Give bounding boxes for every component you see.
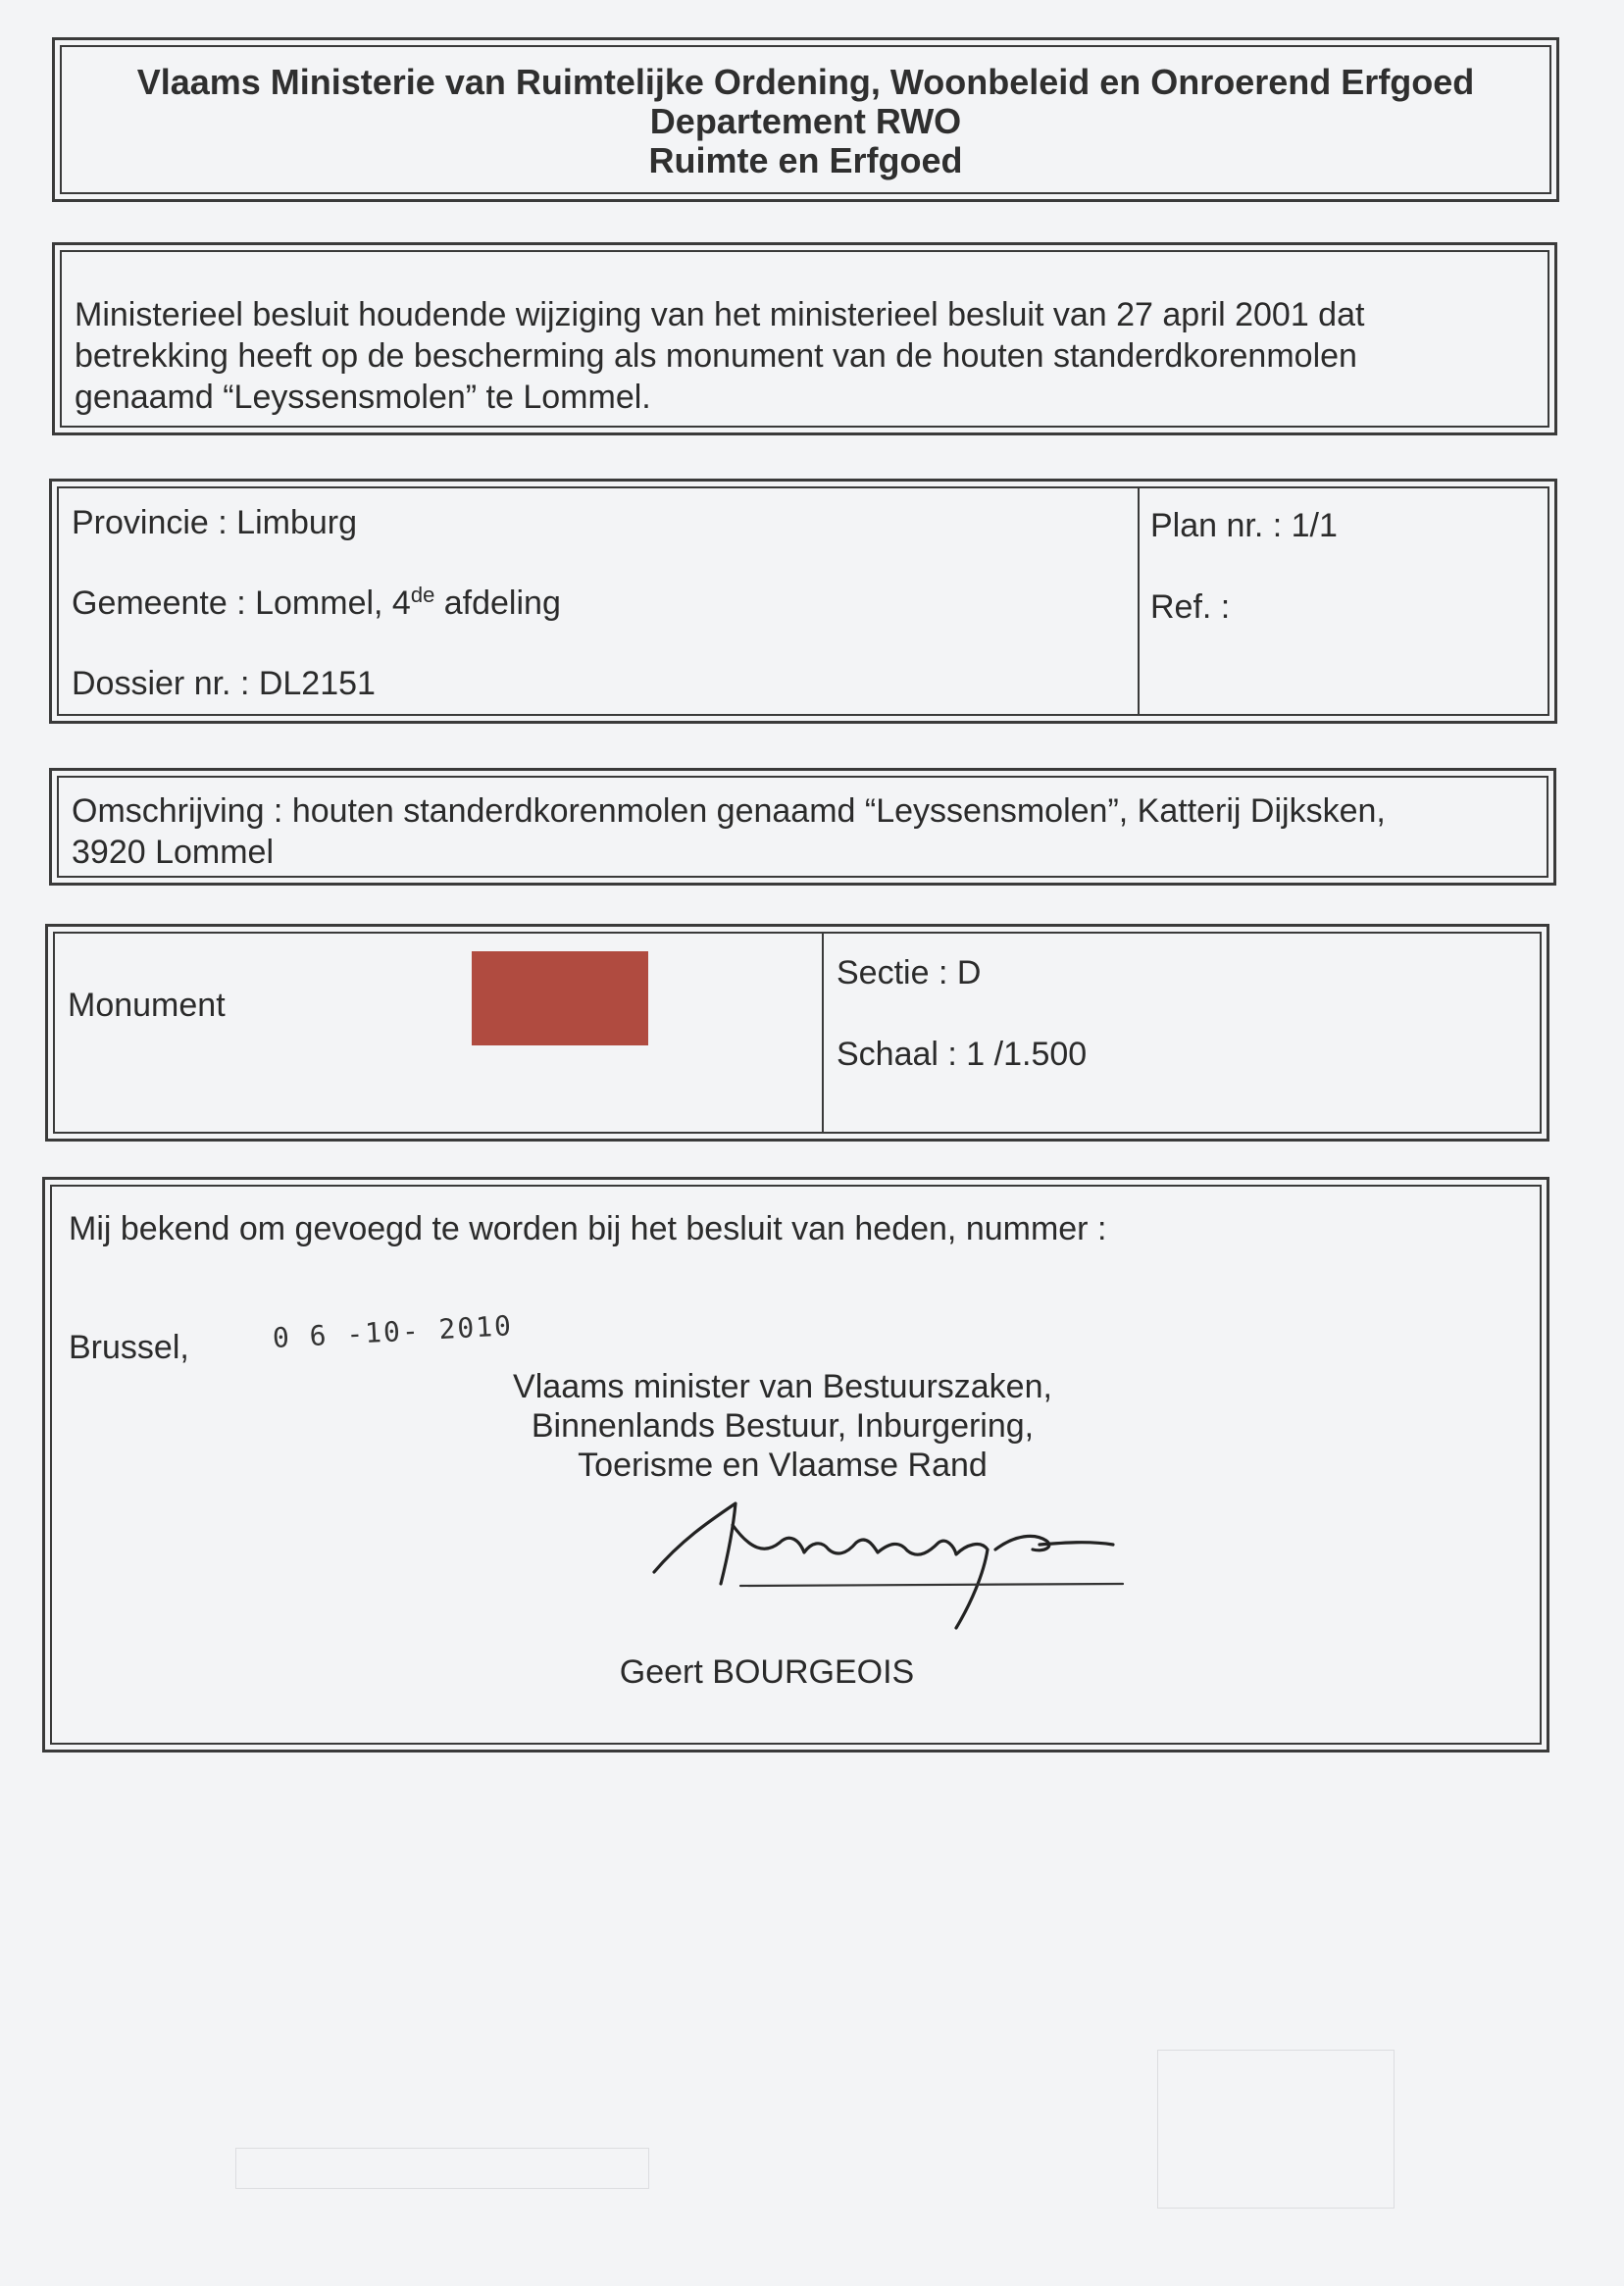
legend-label-monument: Monument (68, 987, 226, 1024)
minister-title-line: Binnenlands Bestuur, Inburgering, (531, 1407, 1035, 1445)
description-line: 3920 Lommel (72, 834, 275, 871)
division-name: Ruimte en Erfgoed (648, 140, 963, 180)
schaal-field: Schaal : 1 /1.500 (837, 1036, 1088, 1073)
sectie-field: Sectie : D (837, 954, 982, 991)
department-name: Departement RWO (649, 101, 962, 141)
gemeente-field (72, 583, 561, 624)
minister-title-line: Toerisme en Vlaamse Rand (578, 1447, 988, 1484)
scan-artifact (235, 2148, 649, 2189)
title-box (52, 242, 1557, 435)
minister-title-line: Vlaams minister van Bestuurszaken, (513, 1368, 1052, 1405)
decree-title-line: betrekking heeft op de bescherming als monument van de houten standerdkorenmolen (75, 337, 1357, 375)
handwritten-signature (642, 1496, 1152, 1633)
dossier-field: Dossier nr. : DL2151 (72, 665, 376, 702)
description-line: Omschrijving : houten standerdkorenmolen genaamd “Leyssensmolen”, Katterij Dijksken, (72, 792, 1386, 830)
place-label: Brussel, (69, 1329, 189, 1366)
reference-field: Ref. : (1150, 588, 1231, 626)
legend-box (45, 924, 1549, 1142)
signatory-name: Geert BOURGEOIS (619, 1653, 915, 1691)
gemeente-superscript: de (410, 583, 435, 607)
description-box (49, 768, 1556, 886)
date-stamp: 0 6 -10- 2010 (272, 1309, 514, 1354)
decree-title-line: Ministerieel besluit houdende wijziging van het ministerieel besluit van 27 april 2001 dat (75, 296, 1365, 333)
provincie-field: Provincie : Limburg (72, 504, 358, 541)
approval-statement: Mij bekend om gevoegd te worden bij het besluit van heden, nummer : (69, 1210, 1107, 1247)
decree-title-line: genaamd “Leyssensmolen” te Lommel. (75, 379, 651, 416)
plan-number-field: Plan nr. : 1/1 (1150, 507, 1338, 544)
gemeente-text: Gemeente : Lommel, 4 (72, 584, 411, 622)
column-divider (822, 934, 824, 1132)
column-divider (1138, 488, 1140, 714)
monument-color-swatch (472, 951, 648, 1045)
scan-artifact (1157, 2050, 1395, 2209)
header-box (52, 37, 1559, 202)
legend-box-inner-border (53, 932, 1542, 1134)
gemeente-suffix: afdeling (434, 584, 561, 622)
ministry-name: Vlaams Ministerie van Ruimtelijke Ordening, Woonbeleid en Onroerend Erfgoed (136, 62, 1475, 102)
info-box (49, 479, 1557, 724)
